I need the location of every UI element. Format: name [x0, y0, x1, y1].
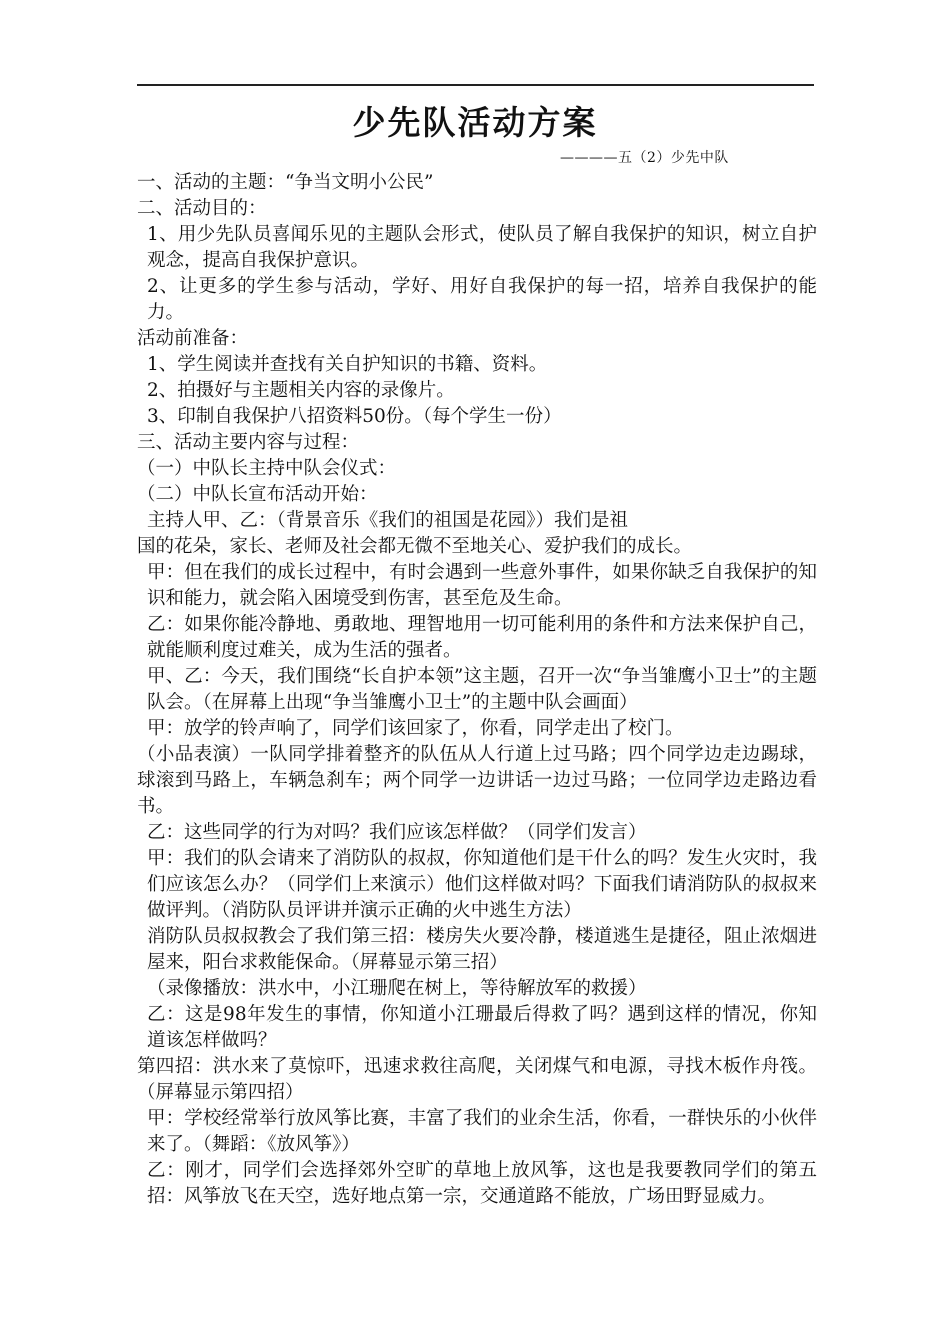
- header-rule: [137, 84, 814, 86]
- paragraph: 甲：但在我们的成长过程中，有时会遇到一些意外事件，如果你缺乏自我保护的知识和能力，就会陷入困境受到伤害，甚至危及生命。: [147, 562, 817, 609]
- paragraph: （小品表演）一队同学排着整齐的队伍从人行道上过马路；四个同学边走边踢球，球滚到马路上，车辆急刹车；两个同学一边讲话一边过马路；一位同学边走路边看书。: [137, 744, 817, 817]
- paragraph: 甲：我们的队会请来了消防队的叔叔，你知道他们是干什么的吗？发生火灾时，我们应该怎么办？（同学们上来演示）他们这样做对吗？下面我们请消防队的叔叔来做评判。（消防队员评讲并演示正确的火中逃生方法）: [147, 848, 817, 921]
- paragraph: 一、活动的主题：“争当文明小公民”: [137, 172, 434, 193]
- paragraph: 乙：如果你能冷静地、勇敢地、理智地用一切可能利用的条件和方法来保护自己，就能顺利度过难关，成为生活的强者。: [147, 614, 817, 661]
- paragraph: 消防队员叔叔教会了我们第三招：楼房失火要冷静，楼道逃生是捷径，阻止浓烟进屋来，阳台求救能保命。（屏幕显示第三招）: [147, 926, 817, 973]
- paragraph: （二）中队长宣布活动开始：: [137, 484, 378, 505]
- paragraph: 1、用少先队员喜闻乐见的主题队会形式，使队员了解自我保护的知识，树立自护观念，提高自我保护意识。: [147, 224, 817, 271]
- paragraph: 三、活动主要内容与过程：: [137, 432, 360, 453]
- paragraph: 2、让更多的学生参与活动，学好、用好自我保护的每一招，培养自我保护的能力。: [147, 276, 817, 323]
- paragraph: 甲：学校经常举行放风筝比赛，丰富了我们的业余生活，你看，一群快乐的小伙伴来了。（舞蹈：《放风筝》）: [147, 1108, 817, 1155]
- paragraph: 二、活动目的：: [137, 198, 267, 219]
- paragraph: 3、印制自我保护八招资料50份。（每个学生一份）: [147, 406, 562, 427]
- paragraph: （一）中队长主持中队会仪式：: [137, 458, 397, 479]
- document-subtitle: ————五（2）少先中队: [560, 150, 729, 166]
- paragraph: 国的花朵，家长、老师及社会都无微不至地关心、爱护我们的成长。: [137, 536, 693, 557]
- paragraph: 1、学生阅读并查找有关自护知识的书籍、资料。: [147, 354, 548, 375]
- paragraph: 2、拍摄好与主题相关内容的录像片。: [147, 380, 455, 401]
- paragraph: 甲、乙：今天，我们围绕“长自护本领”这主题，召开一次“争当雏鹰小卫士”的主题队会。（在屏幕上出现“争当雏鹰小卫士”的主题中队会画面）: [147, 666, 817, 713]
- paragraph: 乙：这些同学的行为对吗？我们应该怎样做？（同学们发言）: [147, 822, 647, 843]
- paragraph: 乙：刚才，同学们会选择郊外空旷的草地上放风筝，这也是我要教同学们的第五招：风筝放飞在天空，选好地点第一宗，交通道路不能放，广场田野显威力。: [147, 1160, 817, 1207]
- paragraph: （录像播放：洪水中，小江珊爬在树上，等待解放军的救援）: [147, 978, 647, 999]
- paragraph: 甲：放学的铃声响了，同学们该回家了，你看，同学走出了校门。: [147, 718, 684, 739]
- document-title: 少先队活动方案: [352, 103, 598, 142]
- paragraph: 活动前准备：: [137, 328, 249, 349]
- paragraph: 主持人甲、乙：（背景音乐《我们的祖国是花园》）我们是祖: [147, 510, 629, 531]
- paragraph: 第四招：洪水来了莫惊吓，迅速求救往高爬，关闭煤气和电源，寻找木板作舟筏。（屏幕显示第四招）: [137, 1056, 817, 1103]
- document-body: [137, 170, 817, 1210]
- paragraph: 乙：这是98年发生的事情，你知道小江珊最后得救了吗？遇到这样的情况，你知道该怎样做吗？: [147, 1004, 817, 1051]
